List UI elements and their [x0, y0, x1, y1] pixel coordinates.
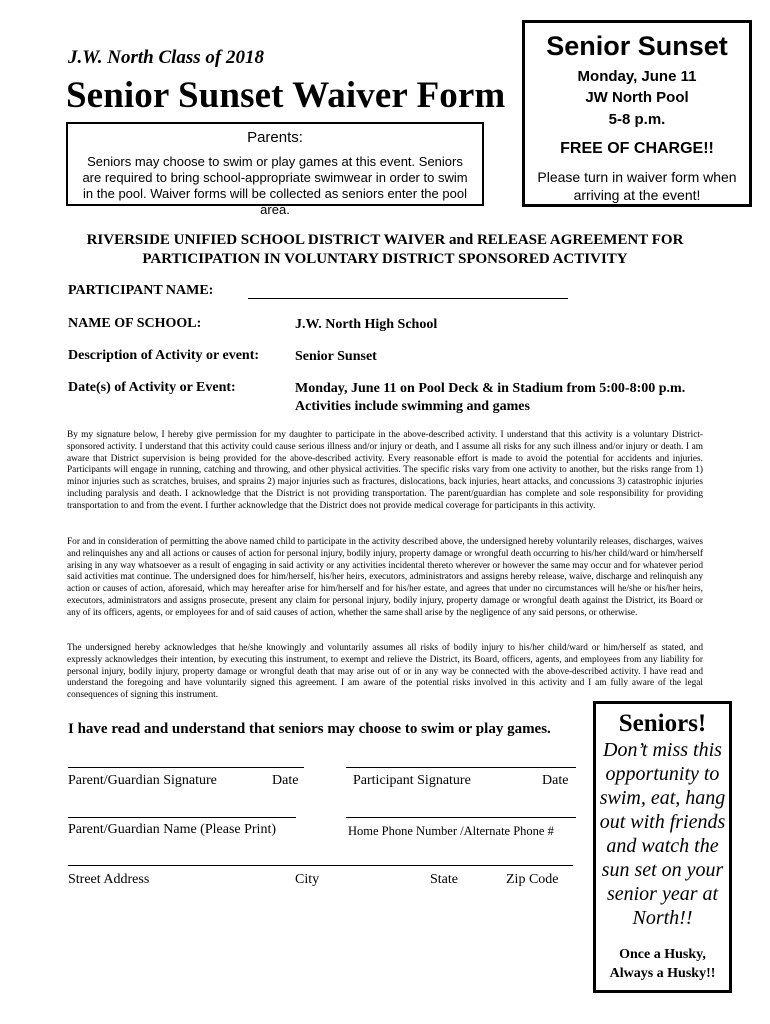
promo-motto: [598, 945, 727, 983]
parents-notice-box: [66, 122, 484, 217]
zip-code-label: Zip Code: [506, 872, 559, 887]
dates-value-line-1: Monday, June 11 on Pool Deck & in Stadium from 5:00-8:00 p.m.: [295, 381, 686, 396]
event-free-notice: FREE OF CHARGE!!: [560, 140, 714, 157]
paragraph-release: For and in consideration of permitting the above named child to participate in the activity described above, the undersigned hereby voluntarily releases, discharges, waives and relinquishes any and all actions or causes of action for personal injury, bodily injury, property damage or wrongful death occurring to his/her child/ward or him/herself arising in any way whatsoever as a result of engaging in said activity or any activities incidental thereto wherever or however the same may occur and for whatever period said activities mat continue. The undersigned does for him/herself, his/her heirs, executors, administrators and assigns hereby release, waive, discharge and relinquish any action or causes of action, aforesaid, which may hereafter arise for him/herself and for his/her estate, and agrees that under no circumstances will he/she or his/her heirs, executors, administrators and assigns prosecute, present any claim for personal injury, bodily injury, property damage or wrongful death against the District, its Board or any of its officers, agents, or employees for and of said causes of action, whether the same shall arise by the negligence of any said persons, or otherwise.: [67, 537, 703, 618]
participant-signature-field[interactable]: [346, 767, 576, 768]
participant-name-field[interactable]: [248, 298, 568, 299]
dates-label: Date(s) of Activity or Event:: [68, 380, 236, 395]
promo-box: [593, 701, 732, 993]
parents-heading: Parents:: [247, 129, 303, 146]
school-value: J.W. North High School: [295, 317, 438, 332]
form-title: Senior Sunset Waiver Form: [66, 75, 506, 116]
participant-name-label: PARTICIPANT NAME:: [68, 283, 214, 298]
phone-label: Home Phone Number /Alternate Phone #: [348, 824, 554, 838]
event-location: JW North Pool: [585, 89, 689, 106]
agreement-title-line-2: PARTICIPATION IN VOLUNTARY DISTRICT SPONSORED ACTIVITY: [142, 251, 628, 267]
activity-value: Senior Sunset: [295, 349, 377, 364]
paragraph-permission: By my signature below, I hereby give permission for my daughter to participate in the above-described activity. I understand that this activity is a voluntary District-sponsored activity. I understand that this activity could cause serious illness and/or injury or death, and I assume all risks for any such illness and/or injury or death. I am aware that District supervision is being provided for the above-described activity. Every reasonable effort is made to avoid the potential for accidents and injuries. Participants will engage in running, catching and throwing, and other physical activities. The specific risks vary from one activity to another, but the risks range from 1) minor injuries such as scratches, bruises, and sprains 2) major injuries such as fractures, dislocations, back injuries, heart attacks, and concussions 3) catastrophic injuries including paralysis and death. I acknowledge that the District is not providing transportation. The parent/guardian has complete and sole responsibility for providing transportation to and from the event. I further acknowledge that the District does not provide medical coverage for participants in this activity.: [67, 430, 703, 511]
event-info-box: [522, 20, 752, 207]
parents-text: Seniors may choose to swim or play games at this event. Seniors are required to bring school-appropriate swimwear in order to swim in the pool. Waiver forms will be collected as seniors enter the pool area.: [82, 154, 468, 217]
state-label: State: [430, 872, 458, 887]
event-note: Please turn in waiver form when arriving at the event!: [537, 169, 737, 203]
paragraph-acknowledgment: The undersigned hereby acknowledges that he/she knowingly and voluntarily assumes all risks of bodily injury to his/her child/ward or him/herself as stated, and expressly acknowledges their intention, by executing this instrument, to exempt and relieve the District, its Board, officers, agents, and employees from any liability for personal injury, bodily injury, property damage or wrongful death that may arise out of or in any way be connected with the above-described activity. I have read and understand the foregoing and have voluntarily signed this agreement. I am aware of the potential risks involved in this activity and I am fully aware of the legal consequences of signing this instrument.: [67, 643, 703, 701]
event-time: 5-8 p.m.: [608, 111, 666, 128]
activity-label: Description of Activity or event:: [68, 348, 260, 363]
class-line: J.W. North Class of 2018: [68, 47, 265, 68]
school-label: NAME OF SCHOOL:: [68, 316, 202, 331]
city-label: City: [295, 872, 320, 887]
parent-name-field[interactable]: [68, 817, 296, 818]
promo-title: Seniors!: [618, 710, 707, 737]
dates-value: [295, 380, 685, 416]
event-date: Monday, June 11: [577, 68, 697, 85]
phone-field[interactable]: [346, 817, 576, 818]
parent-name-label: Parent/Guardian Name (Please Print): [68, 822, 276, 837]
participant-date-label: Date: [542, 773, 569, 788]
agreement-title-line-1: RIVERSIDE UNIFIED SCHOOL DISTRICT WAIVER and RELEASE AGREEMENT FOR: [86, 232, 684, 248]
parent-date-label: Date: [272, 773, 299, 788]
promo-body: Don’t miss this opportunity to swim, eat, hang out with friends and watch the sun set on your senior year at North!!: [599, 739, 726, 929]
acknowledgment-statement: I have read and understand that seniors may choose to swim or play games.: [68, 721, 551, 737]
event-title: Senior Sunset: [546, 31, 728, 61]
address-field[interactable]: [68, 865, 573, 866]
agreement-title: [60, 231, 710, 269]
parent-signature-label: Parent/Guardian Signature: [68, 773, 217, 788]
participant-signature-label: Participant Signature: [353, 773, 471, 788]
promo-motto-line-2: Always a Husky!!: [609, 966, 716, 981]
dates-value-line-2: Activities include swimming and games: [295, 399, 530, 414]
parent-signature-field[interactable]: [68, 767, 304, 768]
street-address-label: Street Address: [68, 872, 150, 887]
promo-motto-line-1: Once a Husky,: [619, 947, 706, 962]
